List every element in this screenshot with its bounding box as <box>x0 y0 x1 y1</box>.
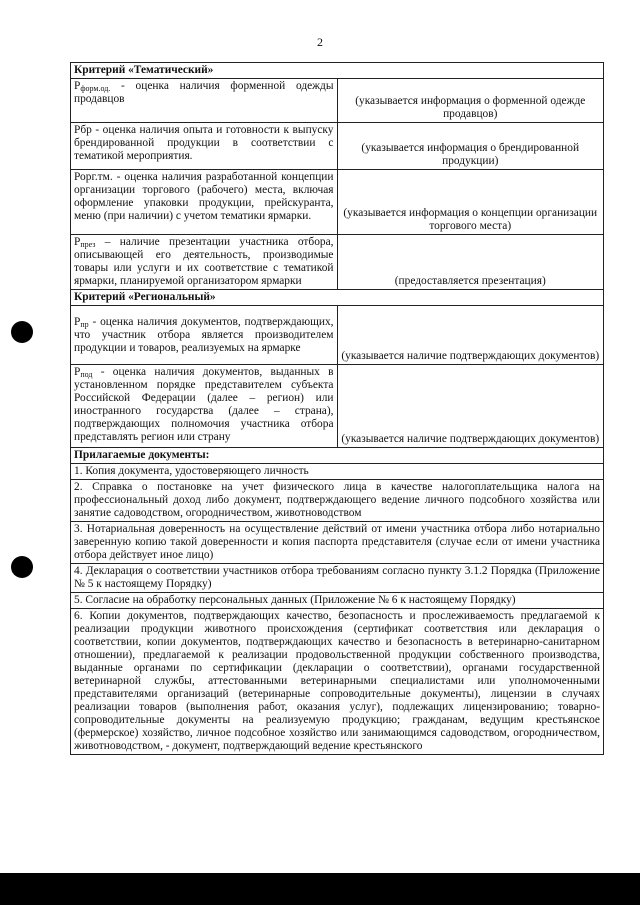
criterion-note: (указывается информация о концепции организации торгового места) <box>337 170 604 235</box>
criterion-symbol-subscript: форм.од. <box>80 84 111 93</box>
criterion-note: (указывается информация о брендированной продукции) <box>337 123 604 170</box>
attachment-item: 1. Копия документа, удостоверяющего личность <box>71 464 604 480</box>
attachments-header: Прилагаемые документы: <box>71 448 604 464</box>
criterion-description <box>71 365 338 448</box>
criterion-symbol: Рбр <box>74 124 92 136</box>
criterion-note: (указывается информация о форменной одежде продавцов) <box>337 79 604 123</box>
criterion-header-thematic: Критерий «Тематический» <box>71 63 604 79</box>
criterion-header-regional: Критерий «Региональный» <box>71 290 604 306</box>
criterion-text: - оценка наличия документов, подтверждающих, что участник отбора является производителем продукции и товаров, реализуемых на ярмарке <box>74 315 334 354</box>
scan-bottom-border <box>0 873 640 905</box>
attachment-item: 5. Согласие на обработку персональных данных (Приложение № 6 к настоящему Порядку) <box>71 593 604 609</box>
criterion-symbol-subscript: под <box>80 370 93 379</box>
criterion-text: - оценка наличия опыта и готовности к выпуску брендированной продукции в соответствии с тематикой мероприятия. <box>74 124 334 162</box>
criterion-symbol: Рорг.тм. <box>74 171 113 183</box>
criterion-symbol: Р <box>74 366 81 378</box>
page-number: 2 <box>317 35 323 49</box>
criterion-symbol: Р <box>74 236 81 248</box>
punch-hole <box>11 321 33 343</box>
criterion-symbol: Р <box>74 315 81 328</box>
criterion-text: - оценка наличия документов, выданных в установленном порядке представителем субъекта Российской Федерации (далее – регион) или иностранного государства (далее – страна), подтверждающих полномочия участника отбора представлять регион или страну <box>74 366 334 443</box>
criterion-text: - оценка наличия форменной одежды продавцов <box>74 80 334 105</box>
criterion-description <box>71 170 338 235</box>
criterion-description <box>71 235 338 290</box>
attachment-item: 6. Копии документов, подтверждающих качество, безопасность и прослеживаемость предлагаемой к реализации продукции животного происхождения (сертификат соответствия или декларация о соответствии, копии документов, подтверждающих качество и безопасность в ветеринарно-санитарном отношении), предлагаемой к реализации продовольственной продукции собственного производства, выданные органами по сертификации (декларации о соответствии), органами государственной ветеринарной службы, аттестованными ветеринарными специалистами или уполномоченными представителями организаций (ветеринарные сопроводительные документы), лицензии в случаях реализации товаров (выполнения работ, оказания услуг), подлежащих лицензированию; товарно-сопроводительные документы на реализуемую продукцию; гражданам, ведущим крестьянское (фермерское) хозяйство, личное подсобное хозяйство или занимающимся садоводством, огородничеством, животноводством, - документ, подтверждающий ведение крестьянского <box>71 609 604 755</box>
criterion-note: (указывается наличие подтверждающих документов) <box>337 365 604 448</box>
attachment-item: 4. Декларация о соответствии участников отбора требованиям согласно пункту 3.1.2 Порядка (Приложение № 5 к настоящему Порядку) <box>71 564 604 593</box>
criterion-symbol-subscript: през <box>80 240 96 249</box>
criterion-note: (указывается наличие подтверждающих документов) <box>337 306 604 365</box>
criteria-table <box>70 62 604 755</box>
criterion-symbol-subscript: пр <box>80 319 89 329</box>
criterion-description <box>71 79 338 123</box>
criterion-description <box>71 306 338 365</box>
criterion-symbol: P <box>74 80 81 92</box>
attachment-item: 2. Справка о постановке на учет физического лица в качестве налогоплательщика налога на профессиональный доход либо документ, подтверждающего ведение личного подсобного хозяйства или занятие садоводством, огородничеством, животноводством <box>71 480 604 522</box>
criterion-description <box>71 123 338 170</box>
attachment-item: 3. Нотариальная доверенность на осуществление действий от имени участника отбора либо нотариально заверенную копию такой доверенности и копия паспорта представителя (случае если от имени участника отбора действует иное лицо) <box>71 522 604 564</box>
criterion-text: – наличие презентации участника отбора, описывающей его деятельность, производимые товары или услуги и их соответствие с тематикой ярмарки, планируемой организатором ярмарки <box>74 236 334 287</box>
criterion-note: (предоставляется презентация) <box>337 235 604 290</box>
punch-hole <box>11 556 33 578</box>
criterion-text: - оценка наличия разработанной концепции организации торгового (рабочего) места, включая оформление упаковки продукции, прейскуранта, меню (при наличии) с учетом тематики ярмарки. <box>74 171 334 222</box>
